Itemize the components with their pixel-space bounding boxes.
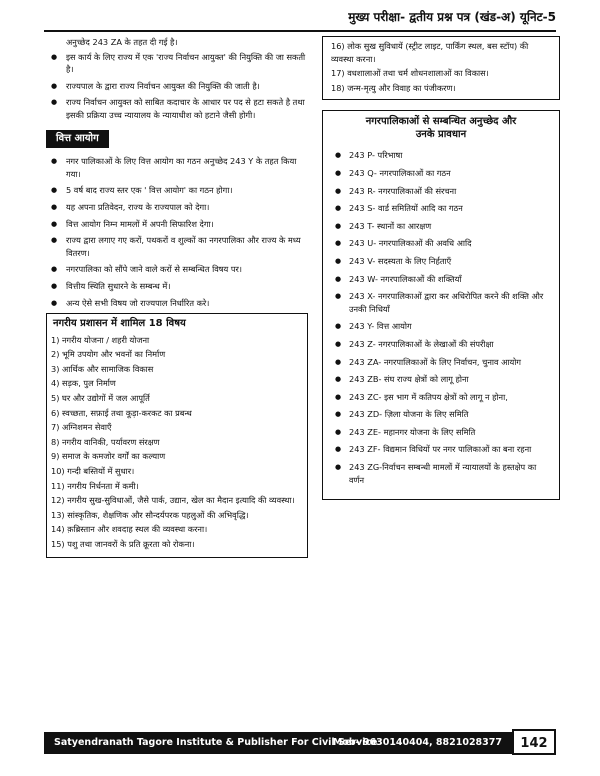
list-item: 16) लोक सुख सुविधायें (स्ट्रीट लाइट, पार्किंग स्थल, बस स्टॉप) की व्यवस्था करना। bbox=[331, 41, 529, 64]
list-item: 6) स्वच्छता, सफ़ाई तथा कूड़ा-करकट का प्रबन्ध bbox=[51, 407, 192, 418]
list-item: 1) नगरीय योजना / शहरी योजना bbox=[51, 334, 150, 345]
list-item: 14) क़ब्रिस्तान और शवदाह स्थल की व्यवस्था करना। bbox=[51, 524, 208, 535]
list-item: ● 243 P- परिभाषा bbox=[333, 149, 549, 162]
list-item: ● 243 Q- नगरपालिकाओं का गठन bbox=[333, 167, 549, 180]
list-item: 8) नगरीय वानिकी, पर्यावरण संरक्षण bbox=[51, 436, 160, 447]
list-item: 9) समाज के कमजोर वर्गों का कल्याण bbox=[51, 451, 166, 462]
urban-subjects-box bbox=[46, 313, 308, 558]
list-item: ● 243 R- नगरपालिकाओं की संरचना bbox=[333, 185, 549, 198]
list-item: 7) अग्निशमन सेवाएँ bbox=[51, 422, 112, 433]
urban-subjects-continued-box bbox=[322, 36, 560, 100]
list-item: ● 243 ZE- महानगर योजना के लिए समिति bbox=[333, 426, 549, 439]
list-item: ● 243 X- नगरपालिकाओं द्वारा कर अधिरोपित करने की शक्ति और उनकी निधियाँ bbox=[333, 290, 549, 315]
finance-bullets bbox=[46, 155, 308, 309]
list-item: ● 243 ZF- विद्यमान विधियों पर नगर पालिकाओं का बना रहना bbox=[333, 443, 549, 456]
list-item: 10) गन्दी बस्तियों में सुधार। bbox=[51, 466, 135, 477]
list-item: ● 243 ZD- ज़िला योजना के लिए समिति bbox=[333, 408, 549, 421]
list-item: ● 243 U- नगरपालिकाओं की अवधि आदि bbox=[333, 237, 549, 250]
list-item: ● 243 Y- वित्त आयोग bbox=[333, 320, 549, 333]
lead-text: अनुच्छेद 243 ZA के तहत दी गई है। bbox=[66, 37, 178, 47]
municipal-articles-box bbox=[322, 110, 560, 500]
list-item: 12) नगरीय सुख-सुविधाओं, जैसे पार्क, उद्यान, खेल का मैदान इत्यादि की व्यवस्था। bbox=[51, 495, 295, 506]
list-item: ● नगर पालिकाओं के लिए वित्त आयोग का गठन अनुच्छेद 243 Y के तहत किया गया। bbox=[46, 155, 308, 180]
list-item: 18) जन्म-मृत्यु और विवाह का पंजीकरण। bbox=[331, 82, 456, 93]
header-title: मुख्य परीक्षा- द्वतीय प्रश्न पत्र (खंड-अ) यूनिट-5 bbox=[348, 10, 556, 24]
finance-commission-title: वित्त आयोग bbox=[46, 130, 109, 149]
list-item: ● 243 S- वार्ड समितियों आदि का गठन bbox=[333, 202, 549, 215]
list-item: ● यह अपना प्रतिवेदन, राज्य के राज्यपाल को देगा। bbox=[46, 201, 308, 214]
page-footer bbox=[44, 732, 556, 754]
list-item: ● अन्य ऐसे सभी विषय जो राज्यपाल निर्धारित करे। bbox=[46, 297, 308, 310]
municipal-articles-title bbox=[333, 115, 549, 141]
page-number: 142 bbox=[512, 729, 556, 755]
list-item: ● इस कार्य के लिए राज्य में एक 'राज्य निर्वाचन आयुक्त' की नियुक्ति की जा सकती है। bbox=[46, 51, 308, 76]
list-item: ● राज्य द्वारा लगाए गए करों, पथकरों व शुल्कों का नगरपालिका और राज्य के मध्य वितरण। bbox=[46, 234, 308, 259]
footer-institute: Satyendranath Tagore Institute & Publisher For Civil Service bbox=[54, 737, 378, 748]
list-item: ● 243 T- स्थानों का आरक्षण bbox=[333, 220, 549, 233]
title-line-2: उनके प्रावधान bbox=[415, 129, 467, 141]
title-line-1: नगरपालिकाओं से सम्बन्धित अनुच्छेद और bbox=[365, 116, 517, 128]
list-item: 11) नगरीय निर्धनता में कमी। bbox=[51, 480, 139, 491]
list-item: ● वित्तीय स्थिति सुधारने के सम्बन्ध में। bbox=[46, 280, 308, 293]
header-rule bbox=[44, 30, 556, 32]
list-item: ● 243 ZC- इस भाग में कतिपय क्षेत्रों को लागू न होना, bbox=[333, 391, 549, 404]
page-header bbox=[44, 8, 556, 28]
list-item: ● 5 वर्ष बाद राज्य स्तर एक ' वित्त आयोग' का गठन होगा। bbox=[46, 184, 308, 197]
list-item: 2) भूमि उपयोग और भवनों का निर्माण bbox=[51, 349, 166, 360]
list-item: ● 243 Z- नगरपालिकाओं के लेखाओं की संपरीक्षा bbox=[333, 338, 549, 351]
list-item: 17) वधशालाओं तथा चर्म शोधनशालाओं का विकास। bbox=[331, 68, 489, 79]
list-item: ● नगरपालिका को सौंपे जाने वाले करों से सम्बन्धित विषय पर। bbox=[46, 263, 308, 276]
right-column bbox=[322, 36, 560, 500]
list-item: ● 243 ZA- नगरपालिकाओं के लिए निर्वाचन, चुनाव आयोग bbox=[333, 356, 549, 369]
list-item: ● राज्यपाल के द्वारा राज्य निर्वाचन आयुक्त की नियुक्ति की जाती है। bbox=[46, 80, 308, 93]
list-item: ● 243 ZB- संघ राज्य क्षेत्रों को लागू होना bbox=[333, 373, 549, 386]
list-item: ● 243 ZG-निर्वाचन सम्बन्धी मामलों में न्यायालयों के हस्तक्षेप का वर्णन bbox=[333, 461, 549, 486]
list-item: 4) सड़क, पुल निर्माण bbox=[51, 378, 116, 389]
list-item: 13) सांस्कृतिक, शैक्षणिक और सौन्दर्यपरक पहलुओं की अभिवृद्धि। bbox=[51, 509, 249, 520]
list-item: 3) आर्थिक और सामाजिक विकास bbox=[51, 363, 154, 374]
list-item: ● 243 V- सदस्यता के लिए निर्हताएँ bbox=[333, 255, 549, 268]
footer-mobile: Mob- 9630140404, 8821028377 bbox=[332, 737, 502, 748]
list-item: ● वित्त आयोग निम्न मामलों में अपनी सिफारिश देगा। bbox=[46, 218, 308, 231]
left-column bbox=[46, 36, 308, 558]
urban-subjects-title: नगरीय प्रशासन में शामिल 18 विषय bbox=[53, 318, 186, 330]
list-item: 15) पशु तथा जानवरों के प्रति क्रूरता को रोकना। bbox=[51, 539, 195, 549]
election-bullets bbox=[46, 51, 308, 122]
list-item: ● राज्य निर्वाचन आयुक्त को साबित कदाचार के आधार पर पद से हटा सकते है तथा इसकी प्रक्रिया उच्च न्यायालय के न्यायाधीश को हटाने जैसी होगी। bbox=[46, 96, 308, 121]
urban-subjects-list bbox=[51, 334, 303, 551]
list-item: 5) घर और उद्योगों में जल आपूर्ति bbox=[51, 393, 150, 404]
articles-list bbox=[333, 149, 549, 486]
list-item: ● 243 W- नगरपालिकाओं की शक्तियाँ bbox=[333, 273, 549, 286]
